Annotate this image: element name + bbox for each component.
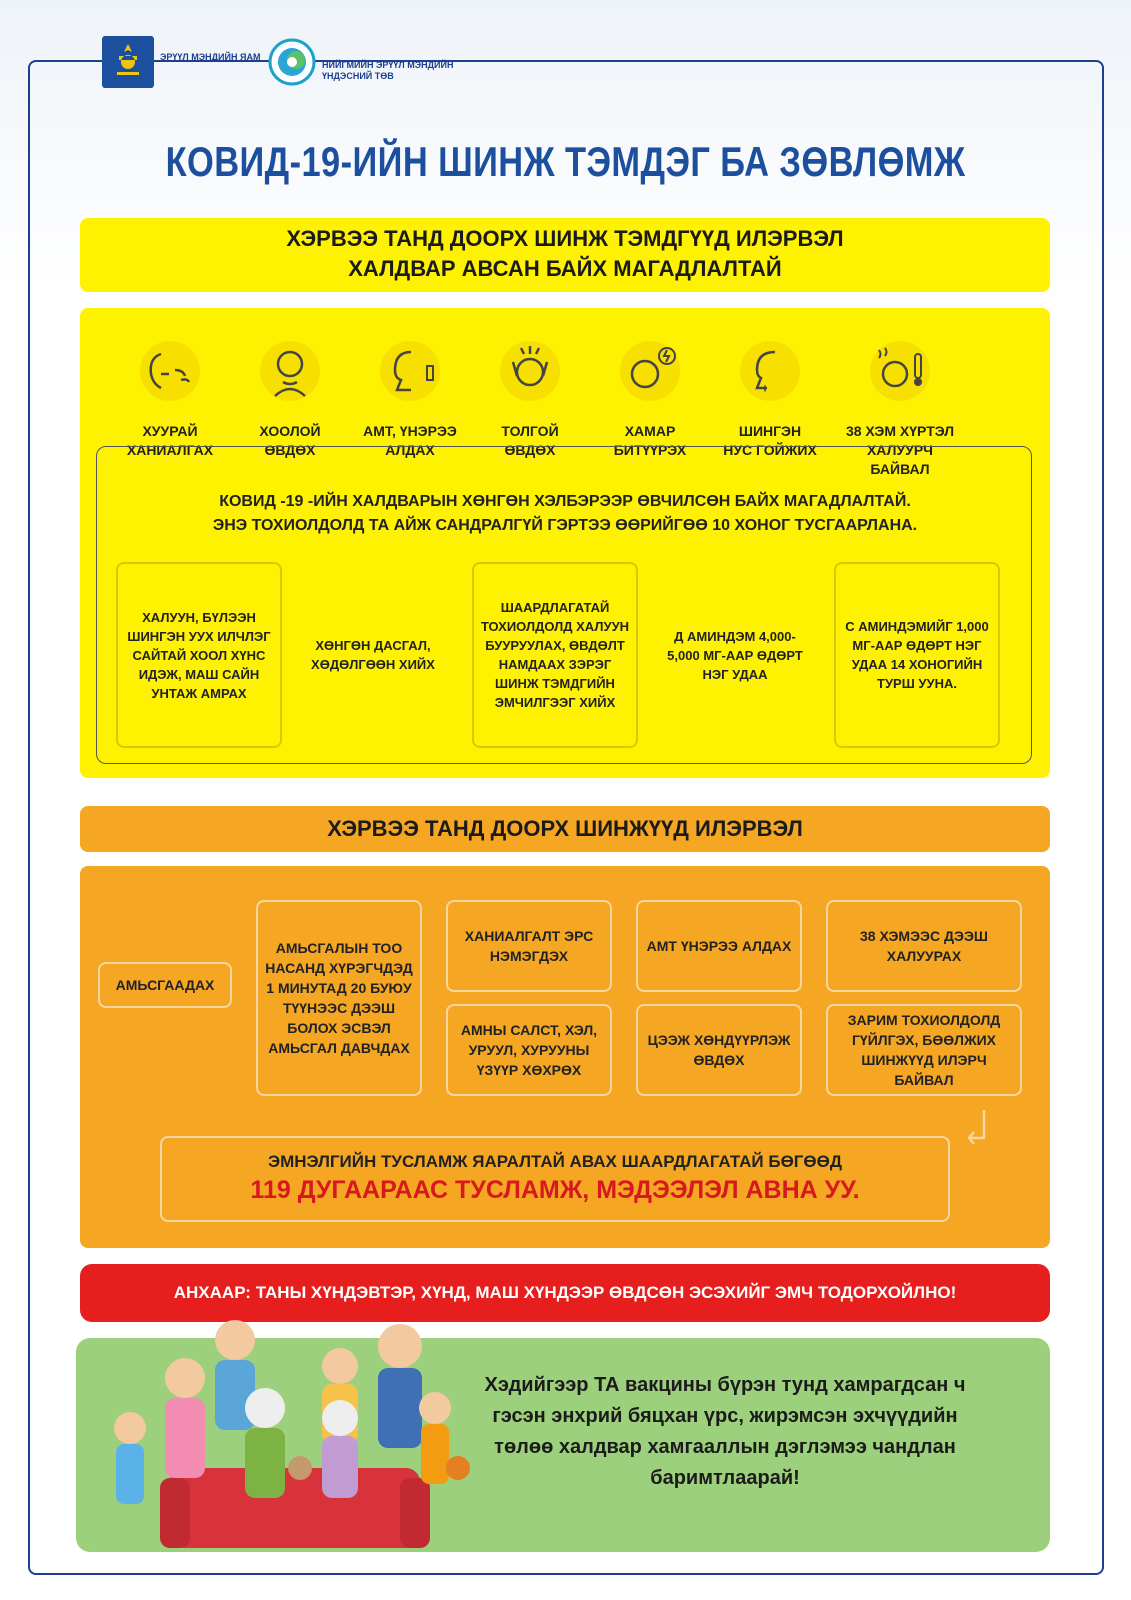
symptom-label: НУС ГОЙЖИХ (723, 442, 817, 458)
symptom-runny-nose (706, 340, 834, 460)
vaccine-message: Хэдийгээр ТА вакцины бүрэн тунд хамрагдсан ч гэсэн энхрий бяцхан үрс, жирэмсэн эхчүүдийн төлөө халдвар хамгааллын дэглэмээ чандлан баримтлаарай! (484, 1374, 966, 1489)
advice-card-rest: ХАЛУУН, БҮЛЭЭН ШИНГЭН УУХ ИЛЧЛЭГ САЙТАЙ ХООЛ ХҮНС ИДЭЖ, МАШ САЙН УНТАЖ АМРАХ (116, 562, 282, 748)
advice-card-vitamin-c: С АМИНДЭМИЙГ 1,000 МГ-ААР ӨДӨРТ НЭГ УДАА 14 ХОНОГИЙН ТУРШ УУНА. (834, 562, 1000, 748)
symptom-dry-cough (106, 340, 234, 460)
severe-symptoms-header: ХЭРВЭЭ ТАНД ДООРХ ШИНЖҮҮД ИЛЭРВЭЛ (80, 806, 1050, 852)
sign-chest-pain: ЦЭЭЖ ХӨНДҮҮРЛЭЖ ӨВДӨХ (636, 1004, 802, 1096)
sore-throat-icon (251, 340, 329, 402)
sign-cyanosis: АМНЫ САЛСТ, ХЭЛ, УРУУЛ, ХУРУУНЫ ҮЗҮҮР ХӨХРӨХ (446, 1004, 612, 1096)
symptom-label: ХУУРАЙ (142, 423, 198, 439)
emergency-callout (160, 1136, 950, 1222)
symptom-label: ШИНГЭН (738, 423, 802, 439)
mild-symptoms-header (80, 218, 1050, 292)
arrow-down-left-icon (966, 1108, 990, 1153)
symptom-label: ӨВДӨХ (504, 442, 556, 458)
warning-banner: АНХААР: ТАНЫ ХҮНДЭВТЭР, ХҮНД, МАШ ХҮНДЭЭР ӨВДСӨН ЭСЭХИЙГ ЭМЧ ТОДОРХОЙЛНО! (80, 1264, 1050, 1322)
headache-icon (491, 340, 569, 402)
fever-icon (861, 340, 939, 402)
health-center-name: НИЙГМИЙН ЭРҮҮЛ МЭНДИЙН ҮНДЭСНИЙ ТӨВ (322, 60, 454, 81)
symptom-label: ХАЛУУРЧ БАЙВАЛ (866, 442, 934, 477)
symptom-label: ТОЛГОЙ (501, 423, 559, 439)
sign-breathing-rate: АМЬСГАЛЫН ТОО НАСАНД ХҮРЭГЧДЭД 1 МИНУТАД 20 БУЮУ ТҮҮНЭЭС ДЭЭШ БОЛОХ ЭСВЭЛ АМЬСГАЛ ДАВЧДАХ (256, 900, 422, 1096)
symptom-label: ӨВДӨХ (264, 442, 316, 458)
emergency-hotline: 119 ДУГААРААС ТУСЛАМЖ, МЭДЭЭЛЭЛ АВНА УУ. (250, 1176, 860, 1204)
symptom-label: 38 ХЭМ ХҮРТЭЛ (845, 423, 955, 439)
ministry-name: ЭРҮҮЛ МЭНДИЙН ЯАМ (160, 52, 261, 62)
runny-nose-icon (731, 340, 809, 402)
symptom-label: ХАМАР (624, 423, 676, 439)
symptom-label: БИТҮҮРЭХ (613, 442, 687, 458)
sign-cough-worsening: ХАНИАЛГАЛТ ЭРС НЭМЭГДЭХ (446, 900, 612, 992)
mild-advice-line1: КОВИД -19 -ИЙН ХАЛДВАРЫН ХӨНГӨН ХЭЛБЭРЭЭР ӨВЧИЛСӨН БАЙХ МАГАДЛАЛТАЙ. (219, 493, 911, 510)
symptom-label: АМТ, ҮНЭРЭЭ (363, 423, 457, 439)
sign-loss-of-taste: АМТ ҮНЭРЭЭ АЛДАХ (636, 900, 802, 992)
loss-of-smell-icon (371, 340, 449, 402)
symptom-stuffy-nose (586, 340, 714, 460)
sign-vomiting-diarrhea: ЗАРИМ ТОХИОЛДОЛД ГҮЙЛГЭХ, БӨӨЛЖИХ ШИНЖҮҮД ИЛЭРЧ БАЙВАЛ (826, 1004, 1022, 1096)
symptom-label: АЛДАХ (385, 442, 435, 458)
symptom-loss-of-smell (346, 340, 474, 460)
advice-card-exercise: ХӨНГӨН ДАСГАЛ, ХӨДӨЛГӨӨН ХИЙХ (311, 638, 435, 672)
family-illustration (100, 1318, 480, 1563)
mild-advice-text (110, 490, 1020, 538)
mild-advice-line2: ЭНЭ ТОХИОЛДОЛД ТА АЙЖ САНДРАЛГҮЙ ГЭРТЭЭ ӨӨРИЙГӨӨ 10 ХОНОГ ТУСГААРЛАНА. (212, 517, 918, 534)
advice-card-treatment: ШААРДЛАГАТАЙ ТОХИОЛДОЛД ХАЛУУН БУУРУУЛАХ, ӨВДӨЛТ НАМДААХ ЗЭРЭГ ШИНЖ ТЭМДГИЙН ЭМЧИЛГЭЭГ ХИЙХ (472, 562, 638, 748)
health-center-logo-icon (268, 38, 316, 86)
government-emblem-icon (102, 36, 154, 88)
symptom-label: ХООЛОЙ (259, 423, 321, 439)
sign-high-fever: 38 ХЭМЭЭС ДЭЭШ ХАЛУУРАХ (826, 900, 1022, 992)
page-title: КОВИД-19-ИЙН ШИНЖ ТЭМДЭГ БА ЗӨВЛӨМЖ (165, 138, 966, 185)
stuffy-nose-icon (611, 340, 689, 402)
mild-header-line1: ХЭРВЭЭ ТАНД ДООРХ ШИНЖ ТЭМДГҮҮД ИЛЭРВЭЛ (286, 226, 844, 251)
symptom-headache (466, 340, 594, 460)
emergency-line1: ЭМНЭЛГИЙН ТУСЛАМЖ ЯАРАЛТАЙ АВАХ ШААРДЛАГАТАЙ БӨГӨӨД (268, 1152, 842, 1171)
advice-card-vitamin-d: Д АМИНДЭМ 4,000-5,000 МГ-ААР ӨДӨРТ НЭГ УДАА (667, 628, 803, 682)
sign-shortness-of-breath: АМЬСГААДАХ (98, 962, 232, 1008)
mild-header-line2: ХАЛДВАР АВСАН БАЙХ МАГАДЛАЛТАЙ (348, 256, 782, 281)
cough-icon (131, 340, 209, 402)
symptom-label: ХАНИАЛГАХ (126, 442, 214, 458)
symptom-sore-throat (226, 340, 354, 460)
